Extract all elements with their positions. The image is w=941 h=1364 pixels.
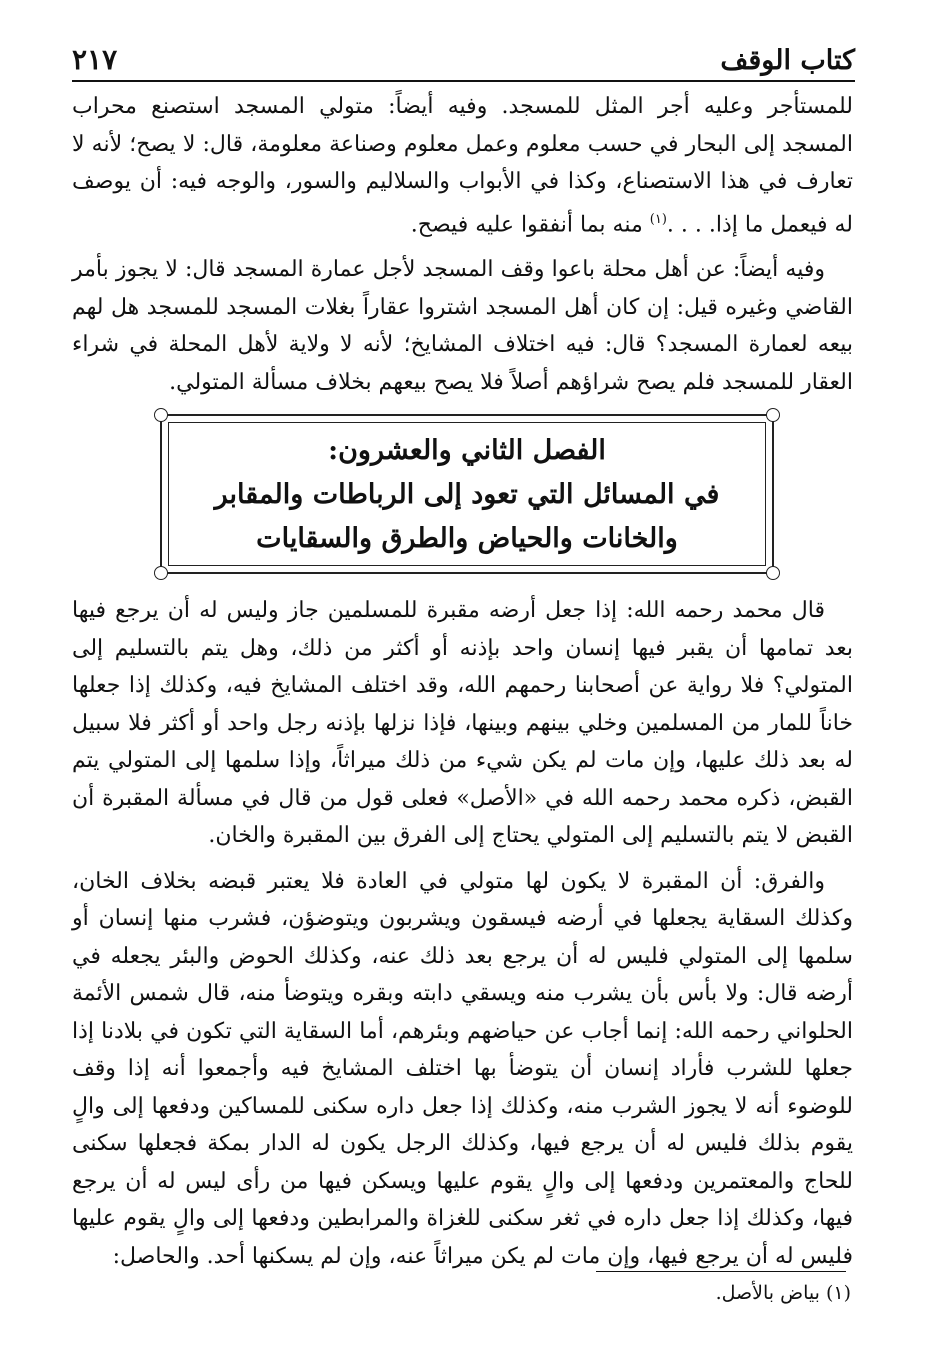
footnote-text: بياض بالأصل. xyxy=(715,1282,820,1304)
chapter-title-line-1: الفصل الثاني والعشرون: xyxy=(328,434,606,466)
frame-corner-ornament xyxy=(766,566,780,580)
frame-corner-ornament xyxy=(766,408,780,422)
intro-paragraph-2: وفيه أيضاً: عن أهل محلة باعوا وقف المسجد لأجل عمارة المسجد قال: لا يجوز بأمر القاضي وغيره قيل: إن كان أهل المسجد اشتروا عقاراً بغلات المسجد للمسجد هل لهم بيعه لعمارة المسجد؟ قال: فيه اختلاف المشايخ؛ لأنه لا ولاية لأهل المحلة في شراء العقار للمسجد فلم يصح شراؤهم أصلاً فلا يصح بيعهم بخلاف مسألة المتولي. xyxy=(72,257,853,395)
footnote xyxy=(716,1278,851,1308)
chapter-title-line-2: في المسائل التي تعود إلى الرباطات والمقابر xyxy=(214,478,720,510)
intro-text xyxy=(72,88,853,409)
book-title: كتاب الوقف xyxy=(720,45,855,76)
chapter-heading-frame xyxy=(160,414,774,574)
main-text xyxy=(72,592,853,1283)
intro-paragraph-1 xyxy=(72,88,853,243)
footnote-rule xyxy=(596,1271,846,1272)
main-paragraph-1: قال محمد رحمه الله: إذا جعل أرضه مقبرة للمسلمين جاز وليس له أن يرجع فيها بعد تمامها أن يقبر فيها إنسان واحد بإذنه أو أكثر من ذلك، وهل يتم بالتسليم إلى المتولي؟ فلا رواية عن أصحابنا رحمهم الله، وقد اختلف المشايخ فيه، وكذلك إذا جعلها خاناً للمار من المسلمين وخلي بينهم وبينها، فإذا نزلها بإذنه رجل واحد أو أكثر فلا سبيل له بعد ذلك عليها، وإن مات لم يكن شيء من ذلك ميراثاً، وإذا سلمها إلى المتولي يتم القبض، ذكره محمد رحمه الله في «الأصل» فعلى قول من قال في مسألة المقبرة أن القبض لا يتم بالتسليم إلى المتولي يحتاج إلى الفرق بين المقبرة والخان. xyxy=(72,598,853,848)
intro-paragraph-1-tail: منه بما أنفقوا عليه فيصح. xyxy=(410,211,650,237)
main-paragraph-2: والفرق: أن المقبرة لا يكون لها متولي في العادة فلا يعتبر قبضه بخلاف الخان، وكذلك السقاية يجعلها في أرضه فيسقون ويشربون ويتوضؤن، فشرب منها إنسان أو سلمها إلى المتولي فليس له أن يرجع بعد ذلك عنه، وكذلك الحوض والبئر يجعله في أرضه قال: ولا بأس بأن يشرب منه ويسقي دابته وبقره ويتوضأ منه، قال شمس الأئمة الحلواني رحمه الله: إنما أجاب عن حياضهم وبئرهم، أما السقاية التي تكون في بلادنا إذا جعلها للشرب فأراد إنسان أن يتوضأ بها اختلف المشايخ فيه وأجمعوا أنه إذا وقف للوضوء أنه لا يجوز الشرب منه، وكذلك إذا جعل داره سكنى للمساكين ودفعها إلى والٍ يقوم بذلك فليس له أن يرجع فيها، وكذلك الرجل يكون له الدار بمكة فجعلها سكنى للحاج والمعتمرين ودفعها إلى والٍ يقوم عليها ويسكن فيها من رأى ليس له أن يرجع فيها، وكذلك إذا جعل داره في ثغر سكنى للغزاة والمرابطين ودفعها إلى والٍ يقوم عليها فليس له أن يرجع فيها، وإن مات لم يكن ميراثاً عنه، وإن لم يسكنها أحد. والحاصل: xyxy=(72,868,853,1269)
frame-corner-ornament xyxy=(154,566,168,580)
page-number: ٢١٧ xyxy=(72,43,118,76)
chapter-heading xyxy=(182,428,752,560)
header-rule xyxy=(72,80,855,82)
intro-paragraph-1-text: للمستأجر وعليه أجر المثل للمسجد. وفيه أيضاً: متولي المسجد استصنع محراب المسجد إلى البحار في حسب معلوم وعمل معلوم وصناعة معلومة، قال: لا يصح؛ لأنه لا تعارف في هذا الاستصناع، وكذا في الأبواب والسلاليم والسور، والوجه فيه: أن يوصف له فيعمل ما إذا. . . . xyxy=(72,94,853,237)
frame-corner-ornament xyxy=(154,408,168,422)
footnote-reference: (١) xyxy=(649,211,667,227)
chapter-title-line-3: والخانات والحياض والطرق والسقايات xyxy=(256,522,678,554)
page-header xyxy=(72,34,855,76)
footnote-marker: (١) xyxy=(825,1282,851,1304)
